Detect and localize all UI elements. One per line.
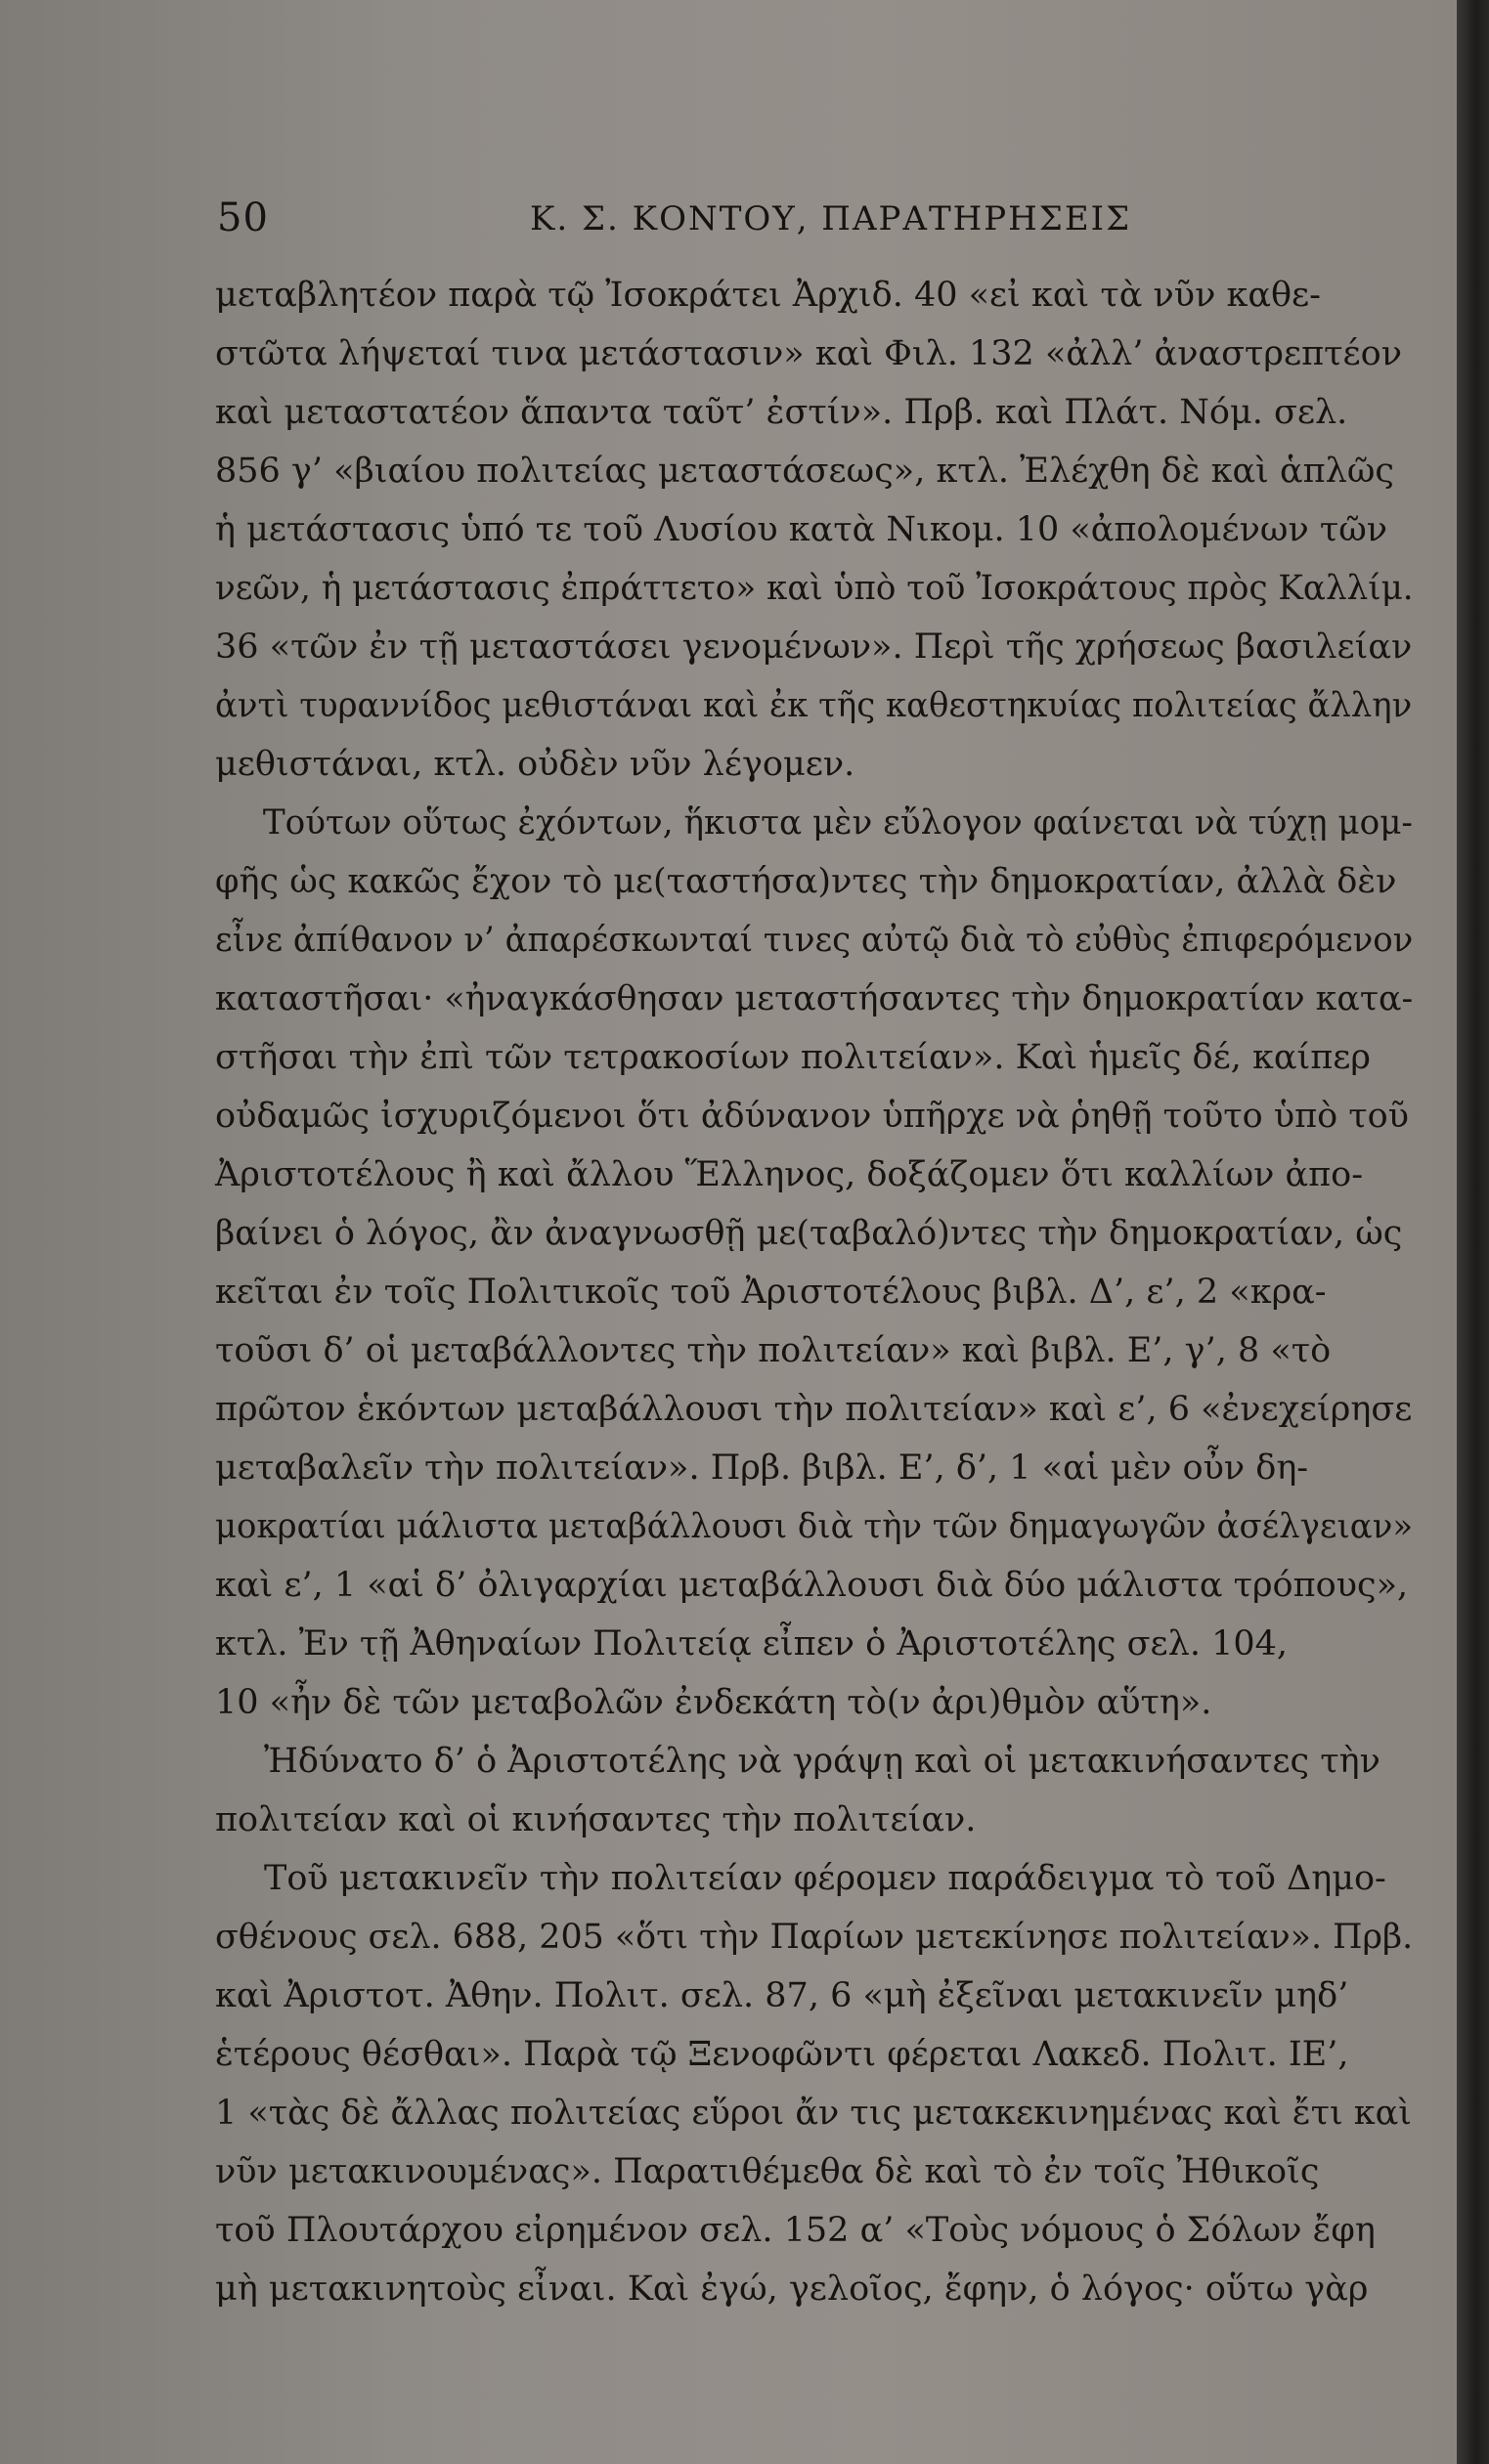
text-line: ἡ μετάστασις ὑπό τε τοῦ Λυσίου κατὰ Νικομ. 10 «ἀπολομένων τῶν (215, 510, 1388, 549)
text-line: 36 «τῶν ἐν τῇ μεταστάσει γενομένων». Περὶ τῆς χρήσεως βασιλείαν (215, 627, 1413, 667)
text-line: καὶ ε’, 1 «αἱ δ’ ὀλιγαρχίαι μεταβάλλουσι διὰ δύο μάλιστα τρόπους», (215, 1566, 1409, 1605)
text-line: μεθιστάναι, κτλ. οὐδὲν νῦν λέγομεν. (215, 745, 855, 784)
text-line: καταστῆσαι· «ἠναγκάσθησαν μεταστήσαντες τὴν δημοκρατίαν κατα- (215, 979, 1414, 1018)
text-line: μὴ μετακινητοὺς εἶναι. Καὶ ἐγώ, γελοῖος, ἔφην, ὁ λόγος· οὕτω γὰρ (215, 2269, 1369, 2309)
text-line: βαίνει ὁ λόγος, ἂν ἀναγνωσθῇ με(ταβαλό)ντες τὴν δημοκρατίαν, ὡς (215, 1214, 1403, 1253)
text-line: οὐδαμῶς ἰσχυριζόμενοι ὅτι ἀδύνανον ὑπῆρχε νὰ ῥηθῇ τοῦτο ὑπὸ τοῦ (215, 1097, 1410, 1136)
text-line: μεταβλητέον παρὰ τῷ Ἰσοκράτει Ἀρχιδ. 40 «εἰ καὶ τὰ νῦν καθε- (215, 276, 1322, 315)
text-line: σθένους σελ. 688, 205 «ὅτι τὴν Παρίων μετεκίνησε πολιτείαν». Πρβ. (215, 1918, 1414, 1957)
text-line: τοῦσι δ’ οἱ μεταβάλλοντες τὴν πολιτείαν» καὶ βιβλ. Ε’, γ’, 8 «τὸ (215, 1331, 1332, 1370)
text-line: μεταβαλεῖν τὴν πολιτείαν». Πρβ. βιβλ. Ε’, δ’, 1 «αἱ μὲν οὖν δη- (215, 1448, 1309, 1488)
text-line: πολιτείαν καὶ οἱ κινήσαντες τὴν πολιτείαν. (215, 1800, 977, 1839)
body-text (215, 266, 1413, 2318)
page-number: 50 (217, 195, 269, 240)
text-line: 856 γ’ «βιαίου πολιτείας μεταστάσεως», κτλ. Ἐλέχθη δὲ καὶ ἁπλῶς (215, 452, 1394, 491)
page-binding-edge (1457, 0, 1489, 2464)
text-line: κτλ. Ἐν τῇ Ἀθηναίων Πολιτείᾳ εἶπεν ὁ Ἀριστοτέλης σελ. 104, (215, 1624, 1289, 1664)
text-line: νῦν μετακινουμένας». Παρατιθέμεθα δὲ καὶ τὸ ἐν τοῖς Ἠθικοῖς (215, 2152, 1320, 2191)
text-line: καὶ μεταστατέον ἅπαντα ταῦτ’ ἐστίν». Πρβ. καὶ Πλάτ. Νόμ. σελ. (215, 393, 1348, 432)
text-line: πρῶτον ἑκόντων μεταβάλλουσι τὴν πολιτείαν» καὶ ε’, 6 «ἐνεχείρησε (215, 1390, 1413, 1429)
text-line: 10 «ἦν δὲ τῶν μεταβολῶν ἐνδεκάτη τὸ(ν ἀρι)θμὸν αὕτη». (215, 1683, 1212, 1722)
text-line: στῶτα λήψεταί τινα μετάστασιν» καὶ Φιλ. 132 «ἀλλ’ ἀναστρεπτέον (215, 334, 1402, 373)
paragraph-start-line: Ἠδύνατο δ’ ὁ Ἀριστοτέλης νὰ γράψῃ καὶ οἱ μετακινήσαντες τὴν (264, 1742, 1380, 1781)
text-line: 1 «τὰς δὲ ἄλλας πολιτείας εὕροι ἄν τις μετακεκινημένας καὶ ἔτι καὶ (215, 2094, 1413, 2133)
text-line: μοκρατίαι μάλιστα μεταβάλλουσι διὰ τὴν τῶν δημαγωγῶν ἀσέλγειαν» (215, 1507, 1414, 1546)
paragraph-start-line: Τοῦ μετακινεῖν τὴν πολιτείαν φέρομεν παράδειγμα τὸ τοῦ Δημο- (264, 1859, 1386, 1898)
text-line: τοῦ Πλουτάρχου εἰρημένον σελ. 152 α’ «Τοὺς νόμους ὁ Σόλων ἔφη (215, 2211, 1376, 2250)
page-header (217, 195, 1410, 254)
text-line: νεῶν, ἡ μετάστασις ἐπράττετο» καὶ ὑπὸ τοῦ Ἰσοκράτους πρὸς Καλλίμ. (215, 569, 1414, 608)
running-title: Κ. Σ. ΚΟΝΤΟΥ, ΠΑΡΑΤΗΡΗΣΕΙΣ (530, 199, 1132, 238)
text-line: στῆσαι τὴν ἐπὶ τῶν τετρακοσίων πολιτείαν». Καὶ ἡμεῖς δέ, καίπερ (215, 1038, 1371, 1077)
paragraph-start-line: Τούτων οὕτως ἐχόντων, ἥκιστα μὲν εὔλογον φαίνεται νὰ τύχῃ μομ- (262, 803, 1413, 843)
text-line: φῆς ὡς κακῶς ἔχον τὸ με(ταστήσα)ντες τὴν δημοκρατίαν, ἀλλὰ δὲν (215, 862, 1397, 901)
text-line: ἀντὶ τυραννίδος μεθιστάναι καὶ ἐκ τῆς καθεστηκυίας πολιτείας ἄλλην (215, 686, 1413, 725)
text-line: καὶ Ἀριστοτ. Ἀθην. Πολιτ. σελ. 87, 6 «μὴ ἐξεῖναι μετακινεῖν μηδ’ (215, 1976, 1349, 2015)
text-line: κεῖται ἐν τοῖς Πολιτικοῖς τοῦ Ἀριστοτέλους βιβλ. Δ’, ε’, 2 «κρα- (215, 1273, 1327, 1312)
text-line: Ἀριστοτέλους ἢ καὶ ἄλλου Ἕλληνος, δοξάζομεν ὅτι καλλίων ἀπο- (215, 1155, 1364, 1194)
text-line: ἑτέρους θέσθαι». Παρὰ τῷ Ξενοφῶντι φέρεται Λακεδ. Πολιτ. ΙΕ’, (215, 2035, 1349, 2074)
text-line: εἶνε ἀπίθανον ν’ ἀπαρέσκωνταί τινες αὐτῷ διὰ τὸ εὐθὺς ἐπιφερόμενον (215, 921, 1414, 960)
